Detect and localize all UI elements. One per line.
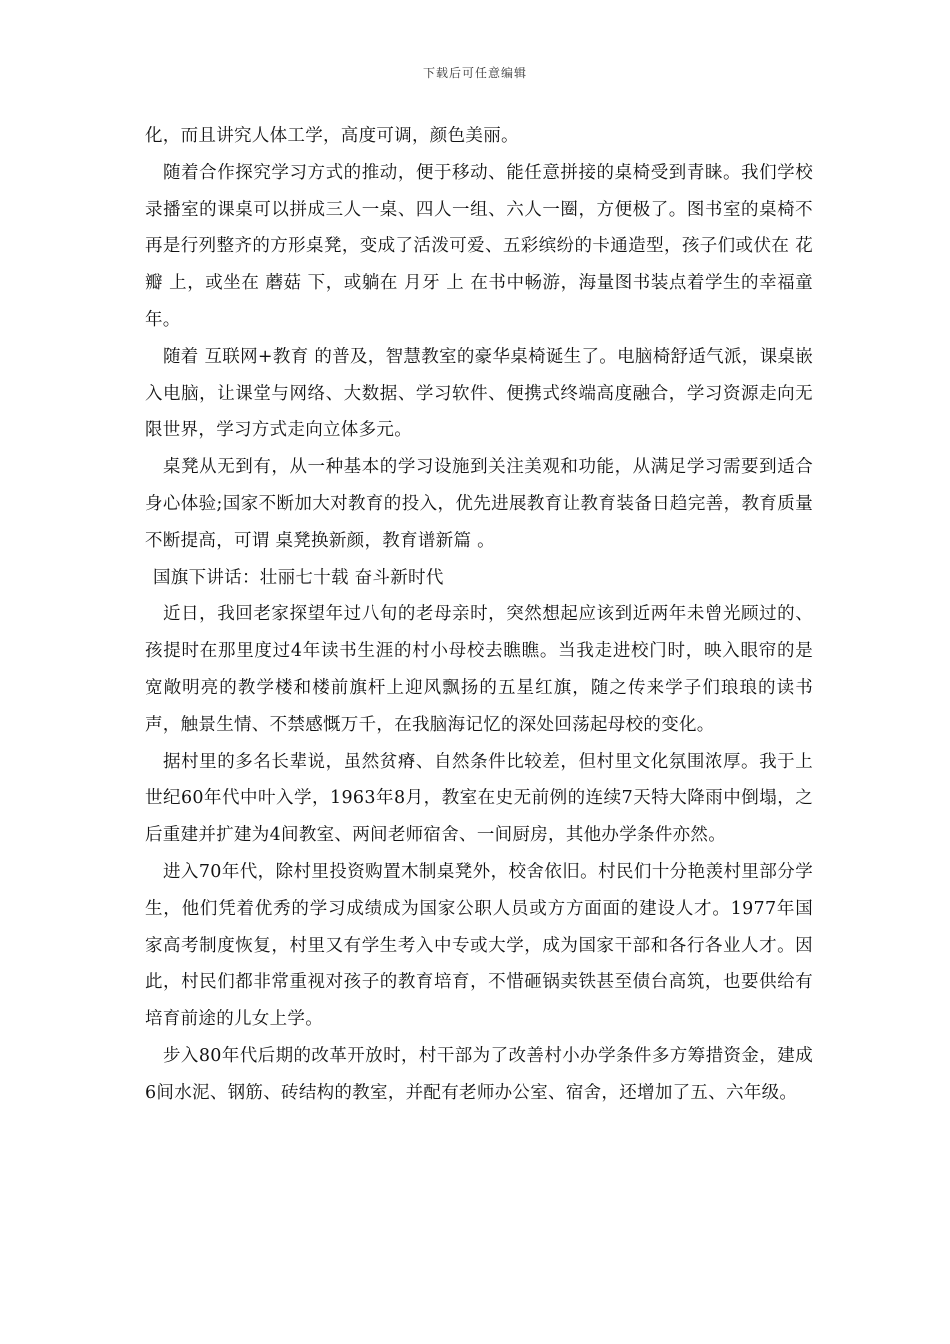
page-header: 下载后可任意编辑 [422, 66, 527, 80]
paragraph: 进入70年代，除村里投资购置木制桌凳外，校舍依旧。村民们十分艳羡村里部分学生，他们凭着优秀的学习成绩成为国家公职人员或方方面面的建设人才。1977年国家高考制度恢复，村里又有学生考入中专或大学，成为国家干部和各行各业人才。因此，村民们都非常重视对孩子的教育培育，不惜砸锅卖铁甚至债台高筑，也要供给有培育前途的儿女上学。 [145, 861, 813, 1030]
section-heading: 国旗下讲话：壮丽七十载 奋斗新时代 [153, 567, 444, 588]
paragraph: 据村里的多名长辈说，虽然贫瘠、自然条件比较差，但村里文化氛围浓厚。我于上世纪60年代中叶入学，1963年8月，教室在史无前例的连续7天特大降雨中倒塌，之后重建并扩建为4间教室、两间老师宿舍、一间厨房，其他办学条件亦然。 [145, 751, 813, 846]
paragraph: 步入80年代后期的改革开放时，村干部为了改善村小办学条件多方筹措资金，建成6间水泥、钢筋、砖结构的教室，并配有老师办公室、宿舍，还增加了五、六年级。 [145, 1045, 813, 1103]
paragraph: 随着合作探究学习方式的推动，便于移动、能任意拼接的桌椅受到青睐。我们学校录播室的课桌可以拼成三人一桌、四人一组、六人一圈，方便极了。图书室的桌椅不再是行列整齐的方形桌凳，变成了活泼可爱、五彩缤纷的卡通造型，孩子们或伏在 花瓣 上，或坐在 蘑菇 下，或躺在 月牙 上 在书中畅游，海量图书装点着学生的幸福童年。 [145, 162, 813, 330]
paragraph: 桌凳从无到有，从一种基本的学习设施到关注美观和功能，从满足学习需要到适合身心体验;国家不断加大对教育的投入，优先进展教育让教育装备日趋完善，教育质量不断提高，可谓 桌凳换新颜，教育谱新篇 。 [145, 457, 813, 551]
paragraph: 近日，我回老家探望年过八旬的老母亲时，突然想起应该到近两年未曾光顾过的、孩提时在那里度过4年读书生涯的村小母校去瞧瞧。当我走进校门时，映入眼帘的是宽敞明亮的教学楼和楼前旗杆上迎风飘扬的五星红旗，随之传来学子们琅琅的读书声，触景生情、不禁感慨万千，在我脑海记忆的深处回荡起母校的变化。 [145, 604, 813, 735]
paragraph-continuation: 化，而且讲究人体工学，高度可调，颜色美丽。 [145, 126, 519, 146]
document-body [145, 118, 813, 1112]
paragraph: 随着 互联网+教育 的普及，智慧教室的豪华桌椅诞生了。电脑椅舒适气派，课桌嵌入电脑，让课堂与网络、大数据、学习软件、便携式终端高度融合，学习资源走向无限世界，学习方式走向立体多元。 [145, 346, 813, 441]
